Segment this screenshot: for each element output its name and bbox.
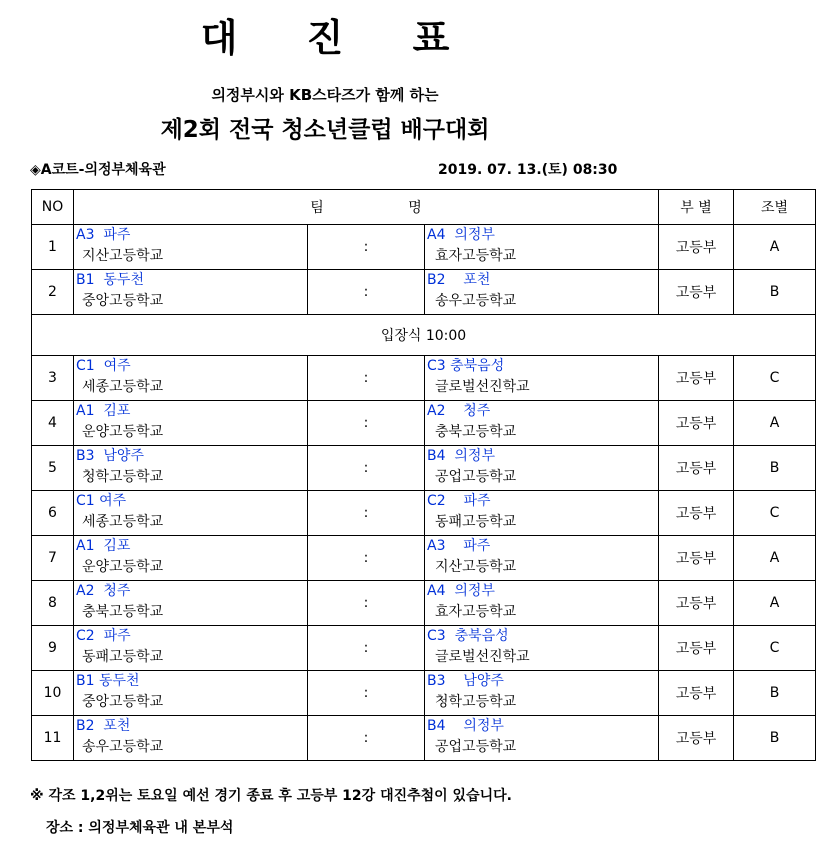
page-title: 대 진 표 bbox=[200, 16, 478, 60]
away-team-cell bbox=[425, 401, 659, 446]
header-no: NO bbox=[32, 190, 74, 225]
home-team-cell bbox=[74, 536, 308, 581]
away-team-cell bbox=[425, 581, 659, 626]
away-team-cell bbox=[425, 716, 659, 761]
group-cell: A bbox=[734, 225, 816, 270]
table-row bbox=[32, 716, 816, 761]
table-row bbox=[32, 270, 816, 315]
header-group: 조별 bbox=[734, 190, 816, 225]
away-school-name: 충북고등학교 bbox=[435, 424, 517, 440]
home-team-tag: B1 동두천 bbox=[76, 272, 144, 288]
division-cell: 고등부 bbox=[659, 716, 734, 761]
footer-place: 장소 : 의정부체육관 내 본부석 bbox=[46, 820, 234, 836]
home-team-cell bbox=[74, 401, 308, 446]
group-cell: A bbox=[734, 536, 816, 581]
home-team-cell bbox=[74, 581, 308, 626]
table-row bbox=[32, 491, 816, 536]
table-row bbox=[32, 671, 816, 716]
home-team-cell bbox=[74, 225, 308, 270]
home-team-tag: A3 파주 bbox=[76, 227, 131, 243]
away-team-tag: B4 의정부 bbox=[427, 718, 504, 734]
group-cell: A bbox=[734, 581, 816, 626]
home-team-tag: A2 청주 bbox=[76, 583, 131, 599]
home-school-name: 중앙고등학교 bbox=[82, 694, 164, 710]
division-cell: 고등부 bbox=[659, 671, 734, 716]
versus-separator: : bbox=[308, 225, 425, 270]
group-cell: B bbox=[734, 446, 816, 491]
away-school-name: 효자고등학교 bbox=[435, 248, 517, 264]
division-cell: 고등부 bbox=[659, 401, 734, 446]
table-row bbox=[32, 401, 816, 446]
away-school-name: 송우고등학교 bbox=[435, 293, 517, 309]
home-team-tag: C2 파주 bbox=[76, 628, 131, 644]
division-cell: 고등부 bbox=[659, 356, 734, 401]
away-school-name: 동패고등학교 bbox=[435, 514, 517, 530]
division-cell: 고등부 bbox=[659, 446, 734, 491]
versus-separator: : bbox=[308, 581, 425, 626]
match-number: 10 bbox=[32, 671, 74, 716]
match-number: 4 bbox=[32, 401, 74, 446]
match-number: 2 bbox=[32, 270, 74, 315]
versus-separator: : bbox=[308, 671, 425, 716]
versus-separator: : bbox=[308, 401, 425, 446]
header-team: 팀 명 bbox=[74, 190, 659, 225]
away-school-name: 공업고등학교 bbox=[435, 469, 517, 485]
versus-separator: : bbox=[308, 536, 425, 581]
match-number: 5 bbox=[32, 446, 74, 491]
match-number: 6 bbox=[32, 491, 74, 536]
table-row bbox=[32, 536, 816, 581]
away-team-cell bbox=[425, 671, 659, 716]
away-team-tag: B4 의정부 bbox=[427, 448, 495, 464]
group-cell: C bbox=[734, 626, 816, 671]
home-team-tag: A1 김포 bbox=[76, 403, 131, 419]
home-school-name: 충북고등학교 bbox=[82, 604, 164, 620]
away-team-tag: A4 의정부 bbox=[427, 227, 495, 243]
date-label: 2019. 07. 13.(토) 08:30 bbox=[438, 162, 618, 178]
home-team-cell bbox=[74, 626, 308, 671]
away-team-tag: B3 남양주 bbox=[427, 673, 504, 689]
match-number: 7 bbox=[32, 536, 74, 581]
match-number: 3 bbox=[32, 356, 74, 401]
home-school-name: 운양고등학교 bbox=[82, 559, 164, 575]
group-cell: C bbox=[734, 356, 816, 401]
home-team-tag: A1 김포 bbox=[76, 538, 131, 554]
ceremony-row bbox=[32, 315, 816, 356]
schedule-table bbox=[31, 189, 816, 761]
home-team-cell bbox=[74, 716, 308, 761]
schedule-body bbox=[32, 225, 816, 761]
away-team-tag: C2 파주 bbox=[427, 493, 491, 509]
versus-separator: : bbox=[308, 491, 425, 536]
away-team-cell bbox=[425, 356, 659, 401]
group-cell: B bbox=[734, 270, 816, 315]
home-school-name: 지산고등학교 bbox=[82, 248, 164, 264]
match-number: 8 bbox=[32, 581, 74, 626]
division-cell: 고등부 bbox=[659, 225, 734, 270]
home-school-name: 청학고등학교 bbox=[82, 469, 164, 485]
table-row bbox=[32, 356, 816, 401]
division-cell: 고등부 bbox=[659, 581, 734, 626]
away-school-name: 글로벌선진학교 bbox=[435, 379, 530, 395]
away-team-cell bbox=[425, 270, 659, 315]
court-label: ◈A코트-의정부체육관 bbox=[30, 162, 166, 178]
home-team-tag: B2 포천 bbox=[76, 718, 131, 734]
home-team-tag: B1 동두천 bbox=[76, 673, 140, 689]
table-row bbox=[32, 446, 816, 491]
home-team-tag: C1 여주 bbox=[76, 493, 127, 509]
versus-separator: : bbox=[308, 270, 425, 315]
group-cell: C bbox=[734, 491, 816, 536]
table-row bbox=[32, 626, 816, 671]
home-team-tag: B3 남양주 bbox=[76, 448, 144, 464]
away-school-name: 지산고등학교 bbox=[435, 559, 517, 575]
division-cell: 고등부 bbox=[659, 536, 734, 581]
event-title: 제2회 전국 청소년클럽 배구대회 bbox=[160, 117, 490, 143]
home-team-cell bbox=[74, 356, 308, 401]
away-school-name: 공업고등학교 bbox=[435, 739, 517, 755]
home-team-cell bbox=[74, 446, 308, 491]
away-team-tag: C3 충북음성 bbox=[427, 358, 505, 374]
away-team-tag: B2 포천 bbox=[427, 272, 491, 288]
division-cell: 고등부 bbox=[659, 491, 734, 536]
footer-note: ※ 각조 1,2위는 토요일 예선 경기 종료 후 고등부 12강 대진추첨이 있습니다. bbox=[30, 788, 512, 804]
home-school-name: 중앙고등학교 bbox=[82, 293, 164, 309]
home-team-cell bbox=[74, 270, 308, 315]
subtitle: 의정부시와 KB스타즈가 함께 하는 bbox=[211, 86, 439, 104]
away-team-tag: A3 파주 bbox=[427, 538, 491, 554]
away-team-cell bbox=[425, 225, 659, 270]
versus-separator: : bbox=[308, 446, 425, 491]
division-cell: 고등부 bbox=[659, 270, 734, 315]
match-number: 1 bbox=[32, 225, 74, 270]
away-school-name: 청학고등학교 bbox=[435, 694, 517, 710]
away-team-tag: A4 의정부 bbox=[427, 583, 495, 599]
versus-separator: : bbox=[308, 716, 425, 761]
away-team-cell bbox=[425, 536, 659, 581]
home-team-tag: C1 여주 bbox=[76, 358, 131, 374]
ceremony-time: 입장식 10:00 bbox=[32, 315, 816, 356]
home-team-cell bbox=[74, 671, 308, 716]
home-school-name: 세종고등학교 bbox=[82, 514, 164, 530]
versus-separator: : bbox=[308, 356, 425, 401]
table-row bbox=[32, 225, 816, 270]
home-school-name: 세종고등학교 bbox=[82, 379, 164, 395]
group-cell: B bbox=[734, 716, 816, 761]
group-cell: B bbox=[734, 671, 816, 716]
group-cell: A bbox=[734, 401, 816, 446]
table-header-row bbox=[32, 190, 816, 225]
away-team-cell bbox=[425, 491, 659, 536]
division-cell: 고등부 bbox=[659, 626, 734, 671]
home-school-name: 운양고등학교 bbox=[82, 424, 164, 440]
table-row bbox=[32, 581, 816, 626]
away-school-name: 효자고등학교 bbox=[435, 604, 517, 620]
home-school-name: 동패고등학교 bbox=[82, 649, 164, 665]
match-number: 9 bbox=[32, 626, 74, 671]
header-division: 부 별 bbox=[659, 190, 734, 225]
away-team-tag: A2 청주 bbox=[427, 403, 491, 419]
away-team-cell bbox=[425, 626, 659, 671]
home-team-cell bbox=[74, 491, 308, 536]
away-school-name: 글로벌선진학교 bbox=[435, 649, 530, 665]
match-number: 11 bbox=[32, 716, 74, 761]
away-team-tag: C3 충북음성 bbox=[427, 628, 509, 644]
away-team-cell bbox=[425, 446, 659, 491]
home-school-name: 송우고등학교 bbox=[82, 739, 164, 755]
versus-separator: : bbox=[308, 626, 425, 671]
